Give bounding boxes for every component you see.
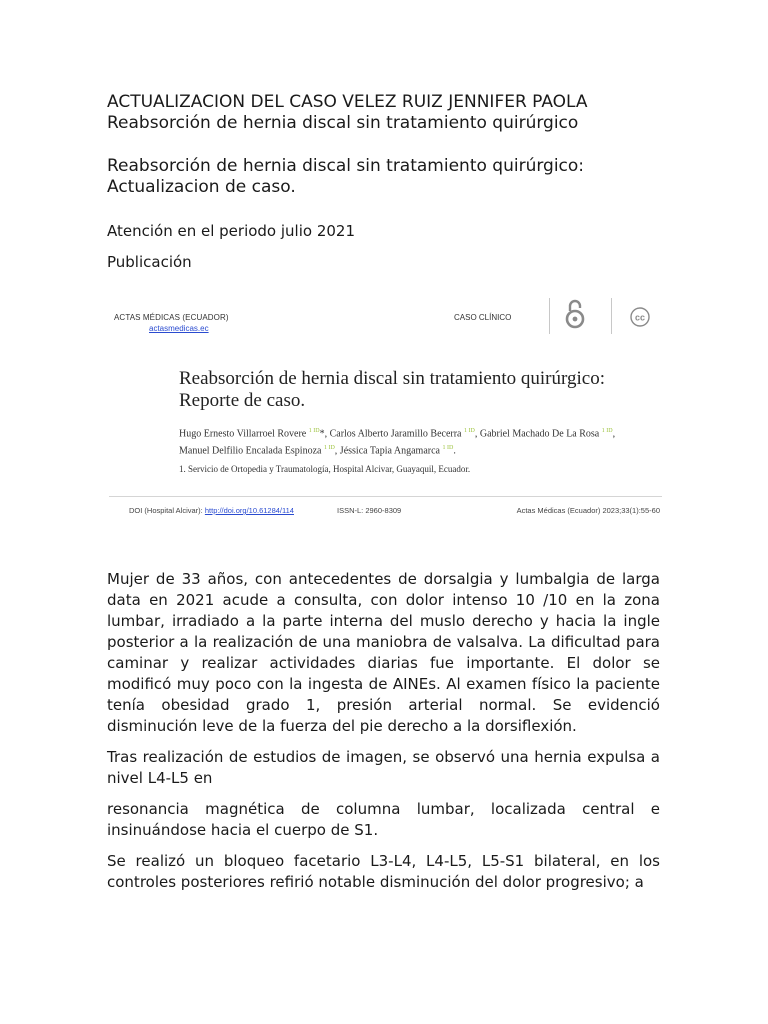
doi-line: DOI (Hospital Alcivar): http://doi.org/10.61284/114	[129, 506, 294, 515]
section-label: CASO CLÍNICO	[454, 313, 512, 322]
orcid-icon: ID	[446, 445, 454, 452]
document-subtitle: Reabsorción de hernia discal sin tratamiento quirúrgico: Actualizacion de caso.	[107, 156, 585, 197]
orcid-icon: ID	[606, 428, 613, 434]
cc-label: cc	[634, 312, 646, 323]
affiliation: 1. Servicio de Ortopedia y Traumatología, Hospital Alcivar, Guayaquil, Ecuador.	[179, 464, 471, 474]
citation: Actas Médicas (Ecuador) 2023;33(1):55-60	[516, 506, 660, 515]
paper-title: Reabsorción de hernia discal sin tratamiento quirúrgico: Reporte de caso.	[179, 368, 605, 411]
document-title: ACTUALIZACION DEL CASO VELEZ RUIZ JENNIFER PAOLA Reabsorción de hernia discal sin tratamiento quirúrgico	[107, 92, 588, 133]
author: Jéssica Tapia Angamarca	[339, 445, 440, 457]
body-paragraph: resonancia magnética de columna lumbar, localizada central e insinuándose hacia el cuerpo de S1.	[107, 800, 660, 839]
divider	[611, 298, 612, 334]
author: Gabriel Machado De La Rosa	[479, 428, 600, 440]
body-paragraph: Tras realización de estudios de imagen, se observó una hernia expulsa a nivel L4-L5 en	[107, 748, 660, 787]
author-list: Hugo Ernesto Villarroel Rovere $^{1 ID}$*, Carlos Alberto Jaramillo Becerra $^{1 ID}$, Gabriel Machado De La Rosa $^{1 ID}$, Manuel Delfilio Encalada Espinoza $^{1 ID}$, Jéssica Tapia Angamarca $^{1 ID}$.	[179, 428, 616, 457]
divider	[549, 298, 550, 334]
body-paragraph: Mujer de 33 años, con antecedentes de dorsalgia y lumbalgia de larga data en 2021 acude a consulta, con dolor intenso 10 /10 en la zona lumbar, irradiado a la parte interna del muslo derecho y hacia la ingle posterior a la realización de una maniobra de valsalva. La dificultad para caminar y realizar actividades diarias fue importante. El dolor se modificó muy poco con la ingesta de AINEs. Al examen físico la paciente tenía obesidad grado 1, presión arterial normal. Se evidenció disminución leve de la fuerza del pie derecho a la dorsiflexión.	[107, 570, 660, 735]
orcid-icon: ID	[313, 428, 320, 434]
doi-link[interactable]: http://doi.org/10.61284/114	[204, 506, 294, 515]
open-access-icon	[564, 298, 586, 335]
author: Carlos Alberto Jaramillo Becerra	[329, 428, 462, 440]
footer-rule	[109, 496, 662, 497]
article-header-image	[109, 288, 662, 523]
document-page	[107, 92, 660, 893]
body-paragraph: Se realizó un bloqueo facetario L3-L4, L4-L5, L5-S1 bilateral, en los controles posteriores refirió notable disminución del dolor progresivo; a	[107, 852, 660, 891]
attention-period: Atención en el periodo julio 2021	[107, 222, 356, 240]
issn: ISSN-L: 2960-8309	[337, 506, 402, 515]
orcid-icon: ID	[328, 445, 335, 452]
publication-label: Publicación	[107, 253, 192, 271]
orcid-icon: ID	[468, 428, 475, 434]
author: Manuel Delfilio Encalada Espinoza	[179, 445, 322, 457]
journal-name: ACTAS MÉDICAS (ECUADOR)	[114, 313, 229, 322]
author: Hugo Ernesto Villarroel Rovere	[179, 428, 307, 440]
creative-commons-icon	[629, 306, 651, 333]
corresponding-mark: *	[319, 428, 325, 440]
journal-link[interactable]: actasmedicas.ec	[149, 324, 209, 333]
